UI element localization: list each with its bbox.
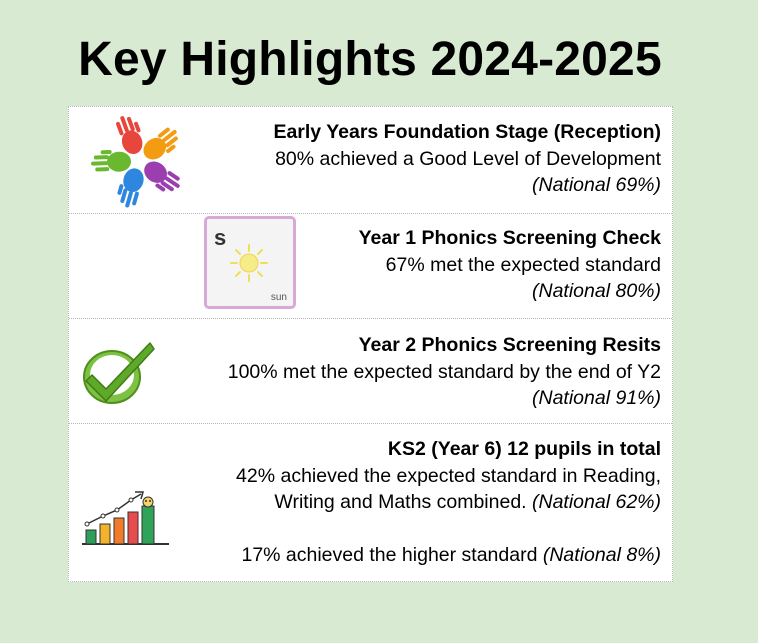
- highlight-heading: Early Years Foundation Stage (Reception): [273, 121, 661, 143]
- highlight-row-ks2: [69, 424, 672, 582]
- card-letter: s: [214, 225, 227, 250]
- highlight-text-year1-phonics: [359, 225, 661, 305]
- highlight-heading: Year 2 Phonics Screening Resits: [358, 334, 661, 356]
- rising-bar-chart-icon: [79, 486, 173, 548]
- highlight-result: 80% achieved a Good Level of Development: [275, 147, 661, 170]
- highlight-result: 100% met the expected standard by the end of Y2: [227, 360, 661, 383]
- highlight-text-ks2: [236, 436, 661, 568]
- highlight-national: (National 80%): [532, 280, 661, 302]
- colorful-hands-icon: [87, 113, 191, 209]
- highlight-result: 67% met the expected standard: [385, 253, 661, 276]
- highlight-result-continued: Writing and Maths combined. (National 62%): [274, 491, 661, 513]
- highlight-text-year2-resits: [228, 332, 661, 412]
- highlight-heading: Year 1 Phonics Screening Check: [358, 227, 661, 249]
- page-title: Key Highlights 2024-2025: [78, 33, 662, 86]
- highlights-table: [68, 106, 673, 582]
- card-word: sun: [270, 292, 287, 303]
- highlight-higher-standard: 17% achieved the higher standard (National 8%): [241, 543, 661, 566]
- green-checkmark-icon: [78, 337, 158, 411]
- highlight-row-year2-resits: [69, 319, 672, 424]
- highlight-row-year1-phonics: [69, 214, 672, 319]
- sun-icon: [229, 243, 269, 283]
- highlight-row-eyfs: [69, 107, 672, 214]
- highlight-higher-national: (National 8%): [542, 543, 661, 566]
- highlight-heading: KS2 (Year 6) 12 pupils in total: [387, 438, 661, 460]
- highlight-national: (National 62%): [532, 491, 661, 513]
- highlight-national: (National 91%): [532, 387, 661, 409]
- highlight-national: (National 69%): [532, 174, 661, 196]
- highlight-text-eyfs: [273, 119, 661, 199]
- phonics-sun-card-icon: [204, 216, 296, 309]
- spacer: [236, 516, 661, 542]
- highlight-result: 42% achieved the expected standard in Reading,: [236, 464, 661, 487]
